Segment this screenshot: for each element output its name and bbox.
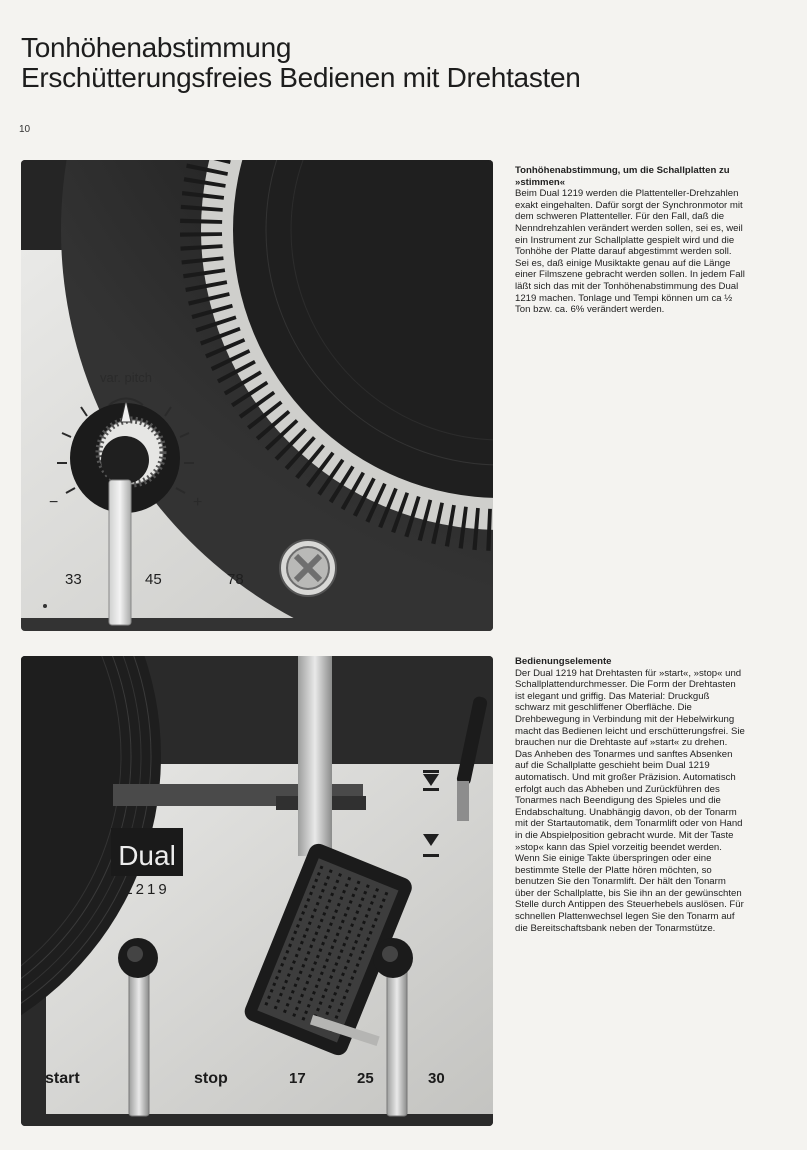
pitch-section-body: Beim Dual 1219 werden die Plattenteller-Drehzahlen exakt eingehalten. Dafür sorgt der Synchronmotor mit dem schweren Plattenteller. Für den Fall, daß die Nenndrehzahlen verändert werden sollen, sei es, weil ein Instrument zur Schallplatte gespielt wird und die Tonhöhe der Platte darauf abgestimmt werden soll. Sei es, daß einige Musiktakte genau auf die Länge einer Filmszene gebracht werden sollen. In jedem Fall läßt sich das mit der Tonhöhenabstimmung des Dual 1219 machen. Tonlage und Tempi können um ca ½ Ton bzw. ca. 6% verändert werden. [515,188,745,316]
pitch-minus-label: − [49,494,59,511]
pitch-section-heading: Tonhöhenabstimmung, um die Schallplatten zu »stimmen« [515,165,730,188]
pitch-control-photo [21,160,493,631]
size-25-label: 25 [357,1070,374,1087]
model-number: 1219 [124,881,170,898]
speed-78-label: 78 [227,571,244,588]
pitch-label: var. pitch [99,370,153,385]
size-30-label: 30 [428,1070,445,1087]
size-17-label: 17 [289,1070,306,1087]
pitch-control-illustration [21,160,493,631]
page-number: 10 [19,124,31,135]
speed-lever[interactable] [109,480,131,625]
controls-illustration [21,656,493,1126]
stop-label: stop [194,1070,228,1087]
pitch-plus-label: + [193,494,203,511]
speed-33-label: 33 [65,571,82,588]
chassis-screw [280,540,336,596]
tonearm-post [298,656,332,856]
controls-section-heading: Bedienungselemente [515,656,612,667]
title-line-2: Erschütterungsfreies Bedienen mit Drehtasten [21,62,581,93]
brand-name: Dual [118,840,176,871]
title-line-1: Tonhöhenabstimmung [21,32,292,63]
page-title [21,33,581,93]
controls-photo [21,656,493,1126]
speed-45-label: 45 [145,571,162,588]
controls-section-body: Der Dual 1219 hat Drehtasten für »start«, »stop« und Schallplattendurchmesser. Die Form der Drehtasten ist elegant und griffig. Das Material: Druckguß schwarz mit geschliffener Oberfläche. Die Drehbewegung in Verbindung mit der Hebelwirkung macht das Bedienen leicht und erschütterungsfrei. Sie brauchen nur die Drehtaste auf »start« zu drehen. Das Anheben des Tonarmes und sanftes Absenken auf die Schallplatte geschieht beim Dual 1219 automatisch. Und mit großer Präzision. Automatisch erfolgt auch das Abheben und Zurückführen des Tonarmes nach Beendigung des Spieles und die Endabschaltung. Unabhängig davon, ob der Tonarm mit der Startautomatik, dem Tonarmlift oder von Hand in die Abspielposition gebracht wurde. Mit der Taste »stop« kann das Spiel vorzeitig beendet werden. Wenn Sie einige Takte überspringen oder eine bestimmte Stelle der Platte hören möchten, so benutzen Sie den Tonarmlift. Der hält den Tonarm über der Schallplatte, bis Sie ihn an der gewünschten Stelle durch Antippen des Steuerhebels auslösen. Für schnellen Plattenwechsel legen Sie den Tonarm auf die Bereitschaftsbank neben der Tonarmstütze. [515,667,745,934]
start-label: start [45,1070,80,1087]
pitch-section [515,165,745,316]
controls-section [515,656,745,934]
